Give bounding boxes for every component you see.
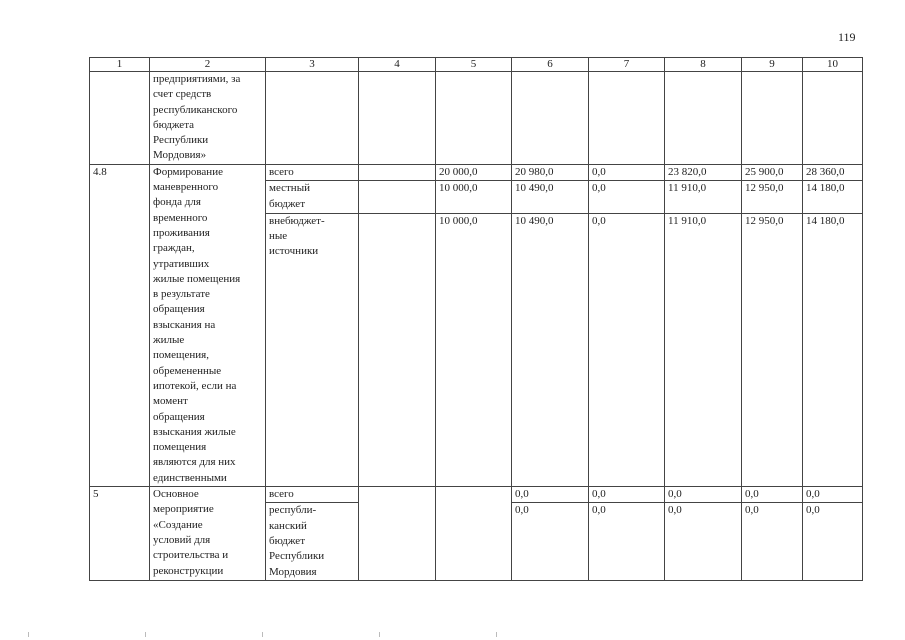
measure-name: Формирование маневренного фонда для временного проживания граждан, утративших жилые помещения в результате обращения взыскания на жилые помещения, обремененные ипотекой, если на момент обращения взыскания жилые помещения являются для них единственными [150, 164, 266, 486]
table-cell [359, 503, 436, 580]
table-cell [359, 181, 436, 213]
value-cell: 14 180,0 [803, 213, 863, 486]
value-cell: 23 820,0 [665, 164, 742, 181]
row-number: 4.8 [90, 164, 150, 486]
value-cell: 0,0 [665, 503, 742, 580]
value-cell: 10 000,0 [436, 181, 512, 213]
value-cell: 10 490,0 [512, 181, 589, 213]
column-number: 8 [665, 58, 742, 72]
value-cell: 0,0 [665, 487, 742, 503]
value-cell: 0,0 [589, 503, 665, 580]
measure-name: Основное мероприятие «Создание условий для строительства и реконструкции [150, 487, 266, 581]
program-funding-table [89, 57, 863, 581]
value-cell: 14 180,0 [803, 181, 863, 213]
value-cell: 11 910,0 [665, 213, 742, 486]
value-cell: 0,0 [589, 164, 665, 181]
table-cell [803, 72, 863, 165]
value-cell: 0,0 [742, 503, 803, 580]
value-cell: 28 360,0 [803, 164, 863, 181]
column-number: 5 [436, 58, 512, 72]
value-cell: 0,0 [589, 181, 665, 213]
table-cell [436, 72, 512, 165]
table-cell [742, 72, 803, 165]
value-cell: 10 000,0 [436, 213, 512, 486]
table-cell [359, 72, 436, 165]
value-cell: 0,0 [803, 487, 863, 503]
value-cell: 0,0 [742, 487, 803, 503]
funding-source: республи- канский бюджет Республики Мордовия [266, 503, 359, 580]
row-number: 5 [90, 487, 150, 581]
column-number: 2 [150, 58, 266, 72]
table-cell [665, 72, 742, 165]
value-cell: 20 000,0 [436, 164, 512, 181]
table-row [90, 164, 863, 181]
value-cell: 10 490,0 [512, 213, 589, 486]
funding-source: всего [266, 164, 359, 181]
value-cell: 0,0 [589, 487, 665, 503]
value-cell: 12 950,0 [742, 213, 803, 486]
column-number: 6 [512, 58, 589, 72]
value-cell: 0,0 [512, 503, 589, 580]
column-number: 9 [742, 58, 803, 72]
value-cell: 0,0 [589, 213, 665, 486]
funding-source: внебюджет- ные источники [266, 213, 359, 486]
continuation-text: предприятиями, за счет средств республиканского бюджета Республики Мордовия» [150, 72, 266, 165]
column-number: 7 [589, 58, 665, 72]
table-cell [512, 72, 589, 165]
table-cell [589, 72, 665, 165]
table-cell [436, 487, 512, 503]
funding-source: всего [266, 487, 359, 503]
table-cell [359, 487, 436, 503]
table-cell [266, 72, 359, 165]
column-number: 1 [90, 58, 150, 72]
table-cell [359, 164, 436, 181]
value-cell: 0,0 [512, 487, 589, 503]
column-number: 10 [803, 58, 863, 72]
table-row [90, 487, 863, 503]
table-cell [436, 503, 512, 580]
value-cell: 11 910,0 [665, 181, 742, 213]
page-number: 119 [838, 30, 856, 44]
table-cell [359, 213, 436, 486]
column-number-row [90, 58, 863, 72]
continuation-row [90, 72, 863, 165]
table-cell [90, 72, 150, 165]
column-number: 3 [266, 58, 359, 72]
value-cell: 12 950,0 [742, 181, 803, 213]
column-number: 4 [359, 58, 436, 72]
value-cell: 0,0 [803, 503, 863, 580]
value-cell: 25 900,0 [742, 164, 803, 181]
value-cell: 20 980,0 [512, 164, 589, 181]
funding-source: местный бюджет [266, 181, 359, 213]
scan-edge-marks [0, 632, 905, 638]
